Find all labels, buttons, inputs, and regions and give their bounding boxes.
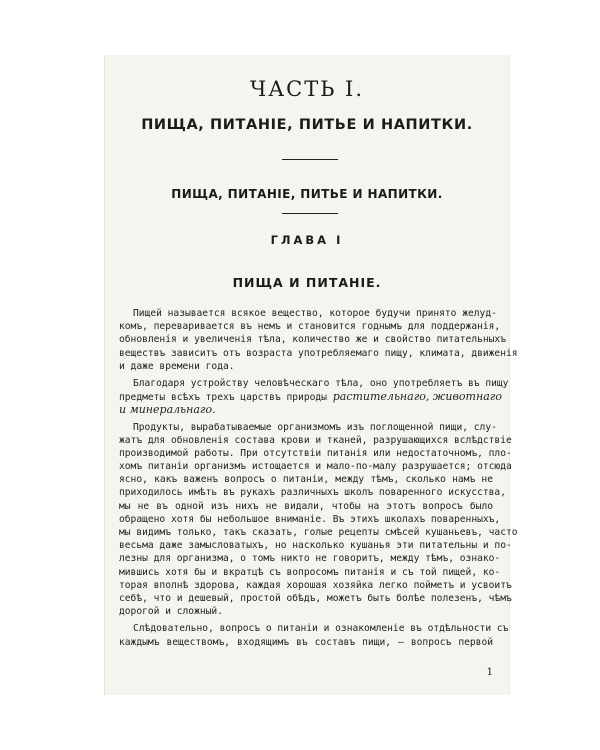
- text-line: обновленія и увеличенія тѣла, количество же и свойство питательныхъ: [119, 334, 506, 346]
- title-divider-bottom: [282, 213, 338, 214]
- section-title: ПИЩА, ПИТАНІЕ, ПИТЬЕ И НАПИТКИ.: [171, 187, 443, 201]
- text-line: мы не въ одной изъ нихъ не видали, чтобы на этотъ вопросъ было: [119, 500, 493, 512]
- chapter-label: ГЛАВА I: [270, 233, 344, 247]
- text-line: лезны для организма, о томъ никто не говоритъ, между тѣмъ, ознако-: [119, 553, 501, 565]
- book-page: [104, 55, 518, 695]
- chapter-title: ПИЩА И ПИТАНІЕ.: [232, 275, 382, 290]
- text-line: Продукты, вырабатываемые организмомъ изъ поглощенной пищи, слу-: [133, 421, 497, 433]
- text-line: и даже времени года.: [119, 360, 235, 372]
- text-line: производимой работы. При отсутствіи питанія или недостаточномъ, пло-: [119, 447, 512, 459]
- text-line: каждымъ веществомъ, входящимъ въ составъ пищи, — вопросъ первой: [119, 636, 493, 648]
- text-line: [119, 403, 493, 416]
- italic-text: растительнаго, животнаго: [332, 390, 502, 404]
- text-segment: предметы всѣхъ трехъ царствъ природы: [119, 392, 327, 404]
- text-line: веществъ зависитъ отъ возраста употребляемаго пищу, климата, движенія: [119, 347, 518, 359]
- text-line: комъ, переваривается въ немъ и становится годнымъ для поддержанія,: [119, 321, 501, 333]
- text-line: хомъ питаніи организмъ истощается и мало-по-малу разрушается; отсюда: [119, 461, 512, 473]
- text-line: весьма даже замысловатыхъ, но насколько кушанья эти питательны и по-: [119, 540, 512, 552]
- text-line: Пищей называется всякое вещество, которое будучи принято желуд-: [133, 308, 497, 319]
- text-line: Благодаря устройству человѣческаго тѣла, оно употребляетъ въ пищу: [133, 377, 509, 389]
- text-line: себѣ, что и дешевый, простой обѣдъ, можетъ быть болѣе полезенъ, чѣмъ: [119, 592, 512, 604]
- text-line: обращено хотя бы небольшое вниманіе. Въ этихъ школахъ поваренныхъ,: [119, 513, 501, 525]
- italic-text: и минеральнаго.: [119, 403, 216, 417]
- text-line: мы видимъ только, такъ сказать, голые рецепты смѣсей кушаньевъ, часто: [119, 527, 518, 538]
- text-line: жатъ для обновленія состава крови и тканей, разрушающихся вслѣдствіе: [119, 434, 512, 446]
- main-title: ПИЩА, ПИТАНІЕ, ПИТЬЕ И НАПИТКИ.: [141, 117, 473, 133]
- page-number: 1: [486, 667, 493, 678]
- body-text: [119, 307, 518, 649]
- text-line: торая вполнѣ здорова, каждая хорошая хозяйка легко пойметъ и усвоитъ: [119, 579, 512, 591]
- text-line: приходилось имѣть въ рукахъ различныхъ школъ поваренного искусства,: [119, 487, 506, 499]
- title-divider-top: [282, 159, 338, 160]
- part-heading: ЧАСТЬ I.: [249, 77, 364, 101]
- text-line: ясно, какъ важенъ вопросъ о питаніи, между тѣмъ, сколько намъ не: [119, 474, 493, 486]
- text-line: мившись хотя бы и вкратцѣ съ вопросомъ питанія и съ той пищей, ко-: [119, 566, 501, 578]
- text-line: дорогой и сложный.: [119, 606, 223, 618]
- text-line: [119, 390, 502, 404]
- text-line: Слѣдовательно, вопросъ о питаніи и ознакомленіе въ отдѣльности съ: [133, 623, 509, 635]
